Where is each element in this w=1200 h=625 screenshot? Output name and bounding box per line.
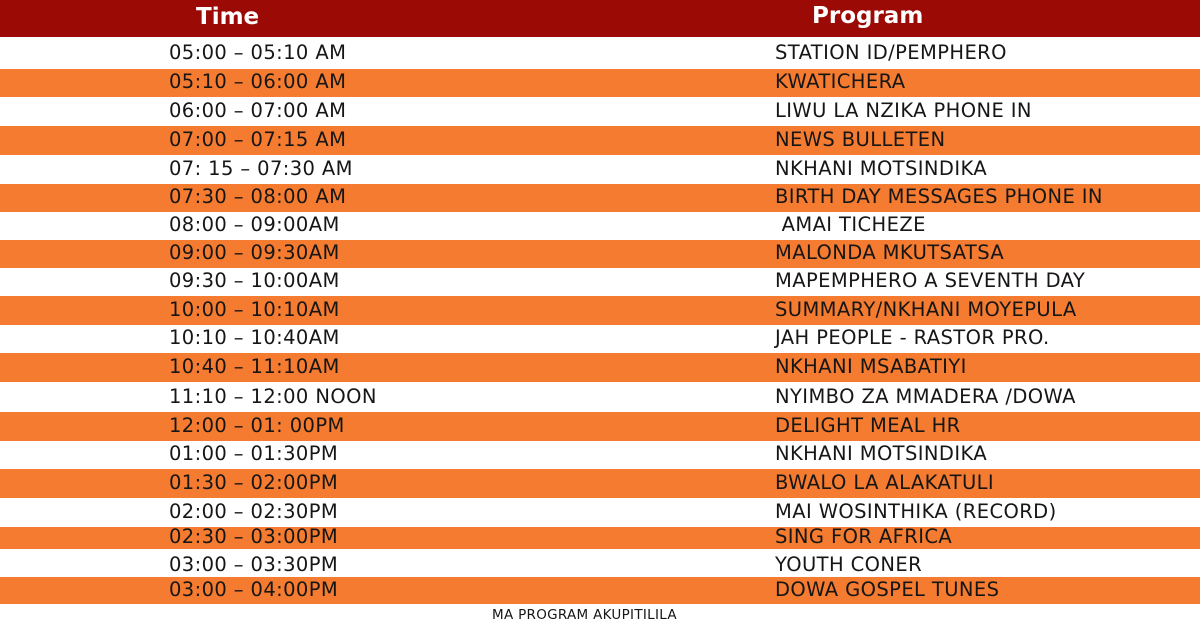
time-cell: 07:30 – 08:00 AM xyxy=(169,185,347,208)
time-column-header: Time xyxy=(196,4,260,30)
time-cell: 06:00 – 07:00 AM xyxy=(169,99,347,122)
table-row xyxy=(0,527,1200,549)
table-row xyxy=(0,469,1200,498)
time-cell: 05:10 – 06:00 AM xyxy=(169,70,347,93)
time-cell: 10:00 – 10:10AM xyxy=(169,298,340,321)
table-row xyxy=(0,240,1200,268)
time-cell: 07: 15 – 07:30 AM xyxy=(169,157,353,180)
program-cell: STATION ID/PEMPHERO xyxy=(775,41,1007,64)
program-cell: YOUTH CONER xyxy=(775,553,923,576)
time-cell: 01:00 – 01:30PM xyxy=(169,442,339,465)
time-cell: 09:30 – 10:00AM xyxy=(169,269,340,292)
table-row xyxy=(0,441,1200,469)
program-cell: MALONDA MKUTSATSA xyxy=(775,241,1005,264)
time-cell: 01:30 – 02:00PM xyxy=(169,471,339,494)
program-cell: JAH PEOPLE - RASTOR PRO. xyxy=(775,326,1050,349)
program-cell: BIRTH DAY MESSAGES PHONE IN xyxy=(775,185,1103,208)
table-row xyxy=(0,498,1200,527)
time-cell: 03:00 – 03:30PM xyxy=(169,553,339,576)
table-row xyxy=(0,382,1200,412)
program-cell: AMAI TICHEZE xyxy=(775,213,926,236)
table-row xyxy=(0,325,1200,353)
program-cell: NKHANI MOTSINDIKA xyxy=(775,442,988,465)
time-cell: 10:40 – 11:10AM xyxy=(169,355,340,378)
footer-text: MA PROGRAM AKUPITILILA xyxy=(492,607,677,623)
table-row xyxy=(0,69,1200,97)
table-row xyxy=(0,184,1200,212)
table-row xyxy=(0,268,1200,296)
table-row xyxy=(0,412,1200,441)
time-cell: 12:00 – 01: 00PM xyxy=(169,414,345,437)
program-column-header: Program xyxy=(812,3,924,29)
table-row xyxy=(0,126,1200,155)
program-cell: NKHANI MOTSINDIKA xyxy=(775,157,988,180)
program-cell: KWATICHERA xyxy=(775,70,906,93)
program-cell: SING FOR AFRICA xyxy=(775,525,953,548)
program-cell: BWALO LA ALAKATULI xyxy=(775,471,995,494)
program-cell: NYIMBO ZA MMADERA /DOWA xyxy=(775,385,1076,408)
program-cell: NKHANI MSABATIYI xyxy=(775,355,967,378)
table-row xyxy=(0,296,1200,325)
program-cell: LIWU LA NZIKA PHONE IN xyxy=(775,99,1032,122)
program-cell: SUMMARY/NKHANI MOYEPULA xyxy=(775,298,1077,321)
time-cell: 07:00 – 07:15 AM xyxy=(169,128,347,151)
table-row xyxy=(0,577,1200,604)
time-cell: 02:00 – 02:30PM xyxy=(169,500,339,523)
time-cell: 03:00 – 04:00PM xyxy=(169,578,339,601)
table-row xyxy=(0,38,1200,68)
program-cell: DELIGHT MEAL HR xyxy=(775,414,961,437)
time-cell: 11:10 – 12:00 NOON xyxy=(169,385,377,408)
footer-note xyxy=(0,604,1200,625)
time-cell: 02:30 – 03:00PM xyxy=(169,525,339,548)
program-cell: MAPEMPHERO A SEVENTH DAY xyxy=(775,269,1086,292)
program-cell: DOWA GOSPEL TUNES xyxy=(775,578,1000,601)
time-cell: 10:10 – 10:40AM xyxy=(169,326,340,349)
time-cell: 08:00 – 09:00AM xyxy=(169,213,340,236)
program-cell: MAI WOSINTHIKA (RECORD) xyxy=(775,500,1057,523)
table-row xyxy=(0,155,1200,184)
table-row xyxy=(0,353,1200,382)
table-row xyxy=(0,555,1200,577)
table-row xyxy=(0,212,1200,240)
table-row xyxy=(0,97,1200,126)
time-cell: 09:00 – 09:30AM xyxy=(169,241,340,264)
table-header xyxy=(0,0,1200,37)
time-cell: 05:00 – 05:10 AM xyxy=(169,41,347,64)
program-cell: NEWS BULLETEN xyxy=(775,128,946,151)
